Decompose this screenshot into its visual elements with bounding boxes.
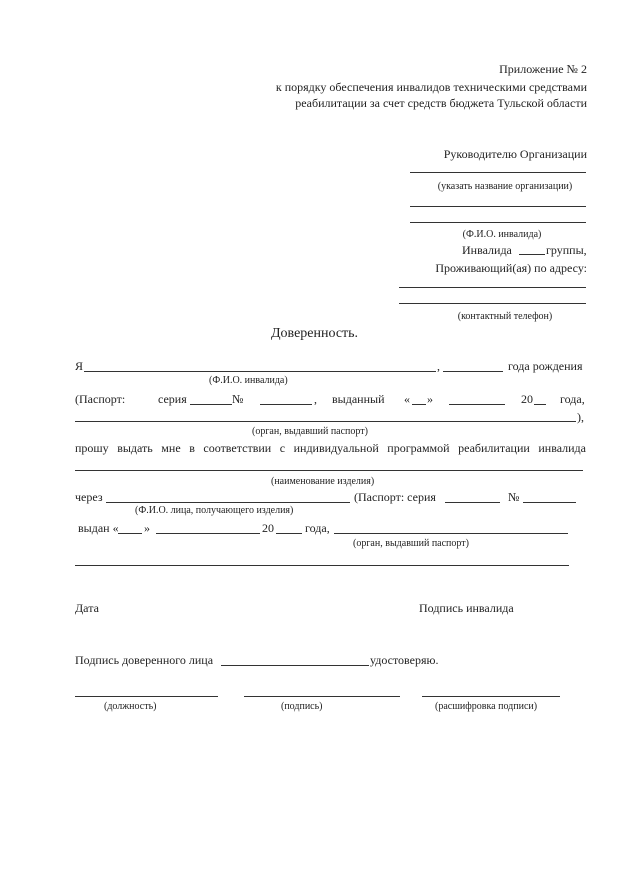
via-label: через bbox=[75, 490, 103, 504]
day2-line bbox=[118, 533, 142, 534]
month-line bbox=[449, 404, 505, 405]
passport-label: (Паспорт: bbox=[75, 392, 126, 406]
decoding-line bbox=[422, 696, 560, 697]
series-line bbox=[190, 404, 232, 405]
signature-line bbox=[244, 696, 400, 697]
residing-label: Проживающий(ая) по адресу: bbox=[435, 261, 587, 275]
organ-line bbox=[75, 421, 576, 422]
org-name-hint: (указать название организации) bbox=[437, 181, 573, 192]
header-line-3: реабилитации за счет средств бюджета Тульской области bbox=[295, 96, 587, 110]
fio-invalid-hint: (Ф.И.О. инвалида) bbox=[209, 375, 288, 386]
decoding-hint: (расшифровка подписи) bbox=[435, 701, 538, 712]
year-label: года, bbox=[560, 392, 585, 406]
organ-hint: (орган, выдавший паспорт) bbox=[252, 426, 368, 437]
address-line-1 bbox=[399, 287, 586, 288]
year-prefix: 20 bbox=[521, 392, 533, 406]
birth-year-label: года рождения bbox=[508, 359, 583, 373]
trustee-label: Подпись доверенного лица bbox=[75, 653, 214, 667]
series2-line bbox=[445, 502, 500, 503]
position-line bbox=[75, 696, 218, 697]
sign-invalid-label: Подпись инвалида bbox=[419, 601, 514, 615]
appendix-number: Приложение № 2 bbox=[499, 62, 587, 76]
phone-hint: (контактный телефон) bbox=[457, 311, 553, 322]
birth-year-line bbox=[443, 371, 503, 372]
request-text: прошу выдать мне в соответствии с индивидуальной программой реабилитации инвалида bbox=[75, 441, 586, 455]
address-line-2 bbox=[399, 303, 586, 304]
trustee-sign-line bbox=[221, 665, 369, 666]
number-line bbox=[260, 404, 312, 405]
group-label: группы, bbox=[546, 243, 587, 257]
year2-label: года, bbox=[305, 521, 330, 535]
number2-line bbox=[523, 502, 576, 503]
fio-line-1 bbox=[410, 206, 586, 207]
number-label: № bbox=[232, 392, 244, 406]
month2-line bbox=[156, 533, 260, 534]
product-hint: (наименование изделия) bbox=[271, 476, 375, 487]
fio-invalid-line bbox=[84, 371, 436, 372]
header-line-2: к порядку обеспечения инвалидов техническими средствами bbox=[275, 80, 587, 94]
issued2-label: выдан « bbox=[78, 521, 119, 535]
number2-label: № bbox=[508, 490, 520, 504]
product-line bbox=[75, 470, 583, 471]
disability-label: Инвалида bbox=[462, 243, 512, 257]
organ2-hint: (орган, выдавший паспорт) bbox=[353, 538, 469, 549]
signature-hint: (подпись) bbox=[281, 701, 323, 712]
year2-line bbox=[276, 533, 302, 534]
recipient-hint: (Ф.И.О. лица, получающего изделия) bbox=[135, 505, 294, 516]
passport2-label: (Паспорт: серия bbox=[354, 490, 436, 504]
year2-prefix: 20 bbox=[262, 521, 274, 535]
addressee-to: Руководителю Организации bbox=[443, 147, 587, 161]
recipient-fio-line bbox=[106, 502, 350, 503]
year-line bbox=[534, 404, 546, 405]
i-label: Я bbox=[75, 359, 84, 373]
organ2-line bbox=[334, 533, 568, 534]
document-title: Доверенность. bbox=[271, 326, 359, 341]
fio-line-2 bbox=[410, 222, 586, 223]
fio-hint: (Ф.И.О. инвалида) bbox=[462, 229, 542, 240]
certify-label: удостоверяю. bbox=[370, 653, 439, 667]
series-label: серия bbox=[158, 392, 187, 406]
group-line bbox=[519, 254, 545, 255]
date-label: Дата bbox=[75, 601, 99, 615]
org-name-line bbox=[410, 172, 586, 173]
organ2-line-2 bbox=[75, 565, 569, 566]
day-line bbox=[412, 404, 426, 405]
issued-label: выданный bbox=[332, 392, 385, 406]
position-hint: (должность) bbox=[104, 701, 157, 712]
